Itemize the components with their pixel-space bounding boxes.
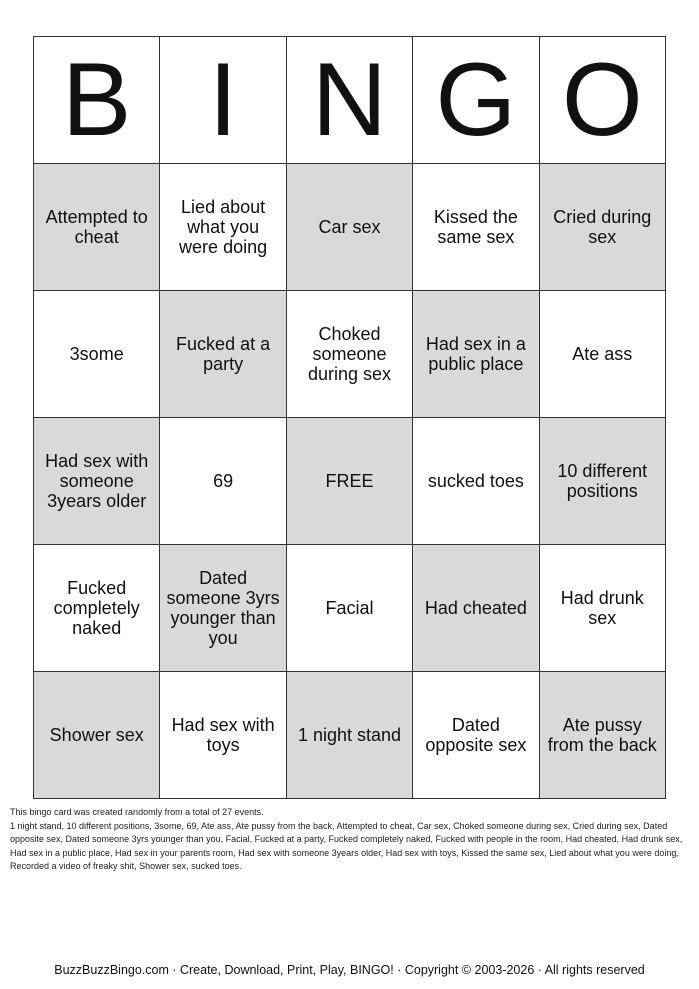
header-letter-g: G [413,37,539,164]
header-letter-n: N [286,37,412,164]
bingo-cell: Had drunk sex [539,545,665,672]
card-notes [10,806,690,874]
bingo-cell: Ate pussy from the back [539,672,665,799]
bingo-card [33,36,666,799]
header-letter-i: I [160,37,286,164]
bingo-cell: Kissed the same sex [413,164,539,291]
page-footer: BuzzBuzzBingo.com · Create, Download, Print, Play, BINGO! · Copyright © 2003-2026 · All rights reserved [54,963,645,977]
bingo-cell: 3some [34,291,160,418]
free-space-cell: FREE [286,418,412,545]
bingo-cell: Shower sex [34,672,160,799]
bingo-row-4 [34,545,666,672]
bingo-cell: Had sex with toys [160,672,286,799]
notes-summary: This bingo card was created randomly from a total of 27 events. [10,807,264,817]
bingo-cell: Lied about what you were doing [160,164,286,291]
bingo-cell: Car sex [286,164,412,291]
bingo-cell: Had sex in a public place [413,291,539,418]
bingo-row-1 [34,164,666,291]
bingo-header-row [34,37,666,164]
header-letter-o: O [539,37,665,164]
bingo-cell: Attempted to cheat [34,164,160,291]
bingo-cell: Fucked completely naked [34,545,160,672]
header-letter-b: B [34,37,160,164]
bingo-cell: Facial [286,545,412,672]
bingo-cell: 69 [160,418,286,545]
bingo-cell: Fucked at a party [160,291,286,418]
bingo-row-2 [34,291,666,418]
bingo-row-3 [34,418,666,545]
bingo-cell: Cried during sex [539,164,665,291]
bingo-cell: Dated opposite sex [413,672,539,799]
bingo-cell: Choked someone during sex [286,291,412,418]
bingo-cell: sucked toes [413,418,539,545]
bingo-cell: Had sex with someone 3years older [34,418,160,545]
bingo-cell: Ate ass [539,291,665,418]
bingo-cell: 1 night stand [286,672,412,799]
bingo-cell: Had cheated [413,545,539,672]
bingo-row-5 [34,672,666,799]
bingo-cell: Dated someone 3yrs younger than you [160,545,286,672]
bingo-cell: 10 different positions [539,418,665,545]
notes-event-list: 1 night stand, 10 different positions, 3some, 69, Ate ass, Ate pussy from the back, Attempted to cheat, Car sex, Choked someone during sex, Cried during sex, Dated opposite sex, Dated someone 3yrs younger than you, Facial, Fucked at a party, Fucked completely naked, Fucked with people in the room, Had cheated, Had drunk sex, Had sex in a public place, Had sex in your parents room, Had sex with someone 3years older, Had sex with toys, Kissed the same sex, Lied about what you were doing, Recorded a video of freaky shit, Shower sex, sucked toes. [10,820,683,871]
